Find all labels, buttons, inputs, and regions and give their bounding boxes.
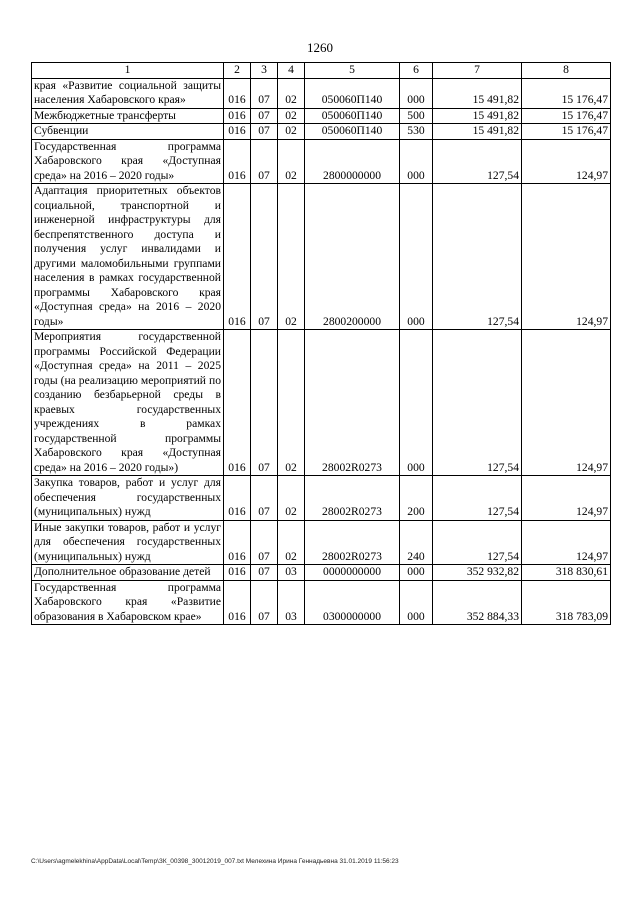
row-name-cell: Дополнительное образование детей [32,565,224,581]
column-header: 1 [32,63,224,79]
amount-cell: 15 491,82 [433,78,522,108]
amount-cell: 124,97 [522,476,611,521]
column-header: 2 [224,63,251,79]
table-row [32,124,611,140]
section-cell: 07 [251,78,278,108]
subsection-cell: 02 [278,108,305,124]
amount-cell: 124,97 [522,184,611,330]
section-cell: 07 [251,108,278,124]
budget-table [31,62,611,625]
code-cell: 016 [224,184,251,330]
expense-type-cell: 000 [400,565,433,581]
amount-cell: 124,97 [522,139,611,184]
table-header-row [32,63,611,79]
section-cell: 07 [251,565,278,581]
subsection-cell: 02 [278,78,305,108]
target-article-cell: 28002R0273 [305,476,400,521]
target-article-cell: 050060П140 [305,108,400,124]
expense-type-cell: 000 [400,184,433,330]
table-row [32,108,611,124]
target-article-cell: 0300000000 [305,580,400,625]
target-article-cell: 2800000000 [305,139,400,184]
subsection-cell: 03 [278,580,305,625]
table-row [32,476,611,521]
row-name-cell: Закупка товаров, работ и услуг для обеспечения государственных (муниципальных) нужд [32,476,224,521]
column-header: 7 [433,63,522,79]
code-cell: 016 [224,565,251,581]
footer-path: C:\Users\agmelekhina\AppData\Local\Temp\ЗК_00398_30012019_007.txt Мелехина Ирина Геннадьевна 31.01.2019 11:56:23 [31,858,399,865]
page-number: 1260 [307,40,333,55]
table-row [32,78,611,108]
expense-type-cell: 000 [400,139,433,184]
expense-type-cell: 240 [400,520,433,565]
row-name-cell: Субвенции [32,124,224,140]
table-row [32,184,611,330]
section-cell: 07 [251,139,278,184]
table-row [32,520,611,565]
target-article-cell: 050060П140 [305,124,400,140]
column-header: 8 [522,63,611,79]
expense-type-cell: 200 [400,476,433,521]
section-cell: 07 [251,580,278,625]
row-name-cell: края «Развитие социальной защиты населения Хабаровского края» [32,78,224,108]
section-cell: 07 [251,330,278,476]
expense-type-cell: 000 [400,580,433,625]
target-article-cell: 28002R0273 [305,330,400,476]
code-cell: 016 [224,580,251,625]
target-article-cell: 0000000000 [305,565,400,581]
row-name-cell: Иные закупки товаров, работ и услуг для обеспечения государственных (муниципальных) нужд [32,520,224,565]
amount-cell: 352 884,33 [433,580,522,625]
table-row [32,330,611,476]
amount-cell: 15 176,47 [522,124,611,140]
expense-type-cell: 000 [400,78,433,108]
amount-cell: 127,54 [433,476,522,521]
subsection-cell: 02 [278,520,305,565]
amount-cell: 127,54 [433,184,522,330]
row-name-cell: Адаптация приоритетных объектов социальной, транспортной и инженерной инфраструктуры для беспрепятственного доступа и получения услуг инвалидами и другими маломобильными группами населения в рамках государственной программы Хабаровского края «Доступная среда» на 2016 – 2020 годы» [32,184,224,330]
section-cell: 07 [251,476,278,521]
column-header: 5 [305,63,400,79]
code-cell: 016 [224,476,251,521]
column-header: 4 [278,63,305,79]
subsection-cell: 02 [278,330,305,476]
subsection-cell: 02 [278,184,305,330]
section-cell: 07 [251,184,278,330]
code-cell: 016 [224,330,251,476]
subsection-cell: 02 [278,139,305,184]
table-row [32,580,611,625]
amount-cell: 15 176,47 [522,108,611,124]
expense-type-cell: 500 [400,108,433,124]
column-header: 3 [251,63,278,79]
row-name-cell: Мероприятия государственной программы Российской Федерации «Доступная среда» на 2011 – 2025 годы (на реализацию мероприятий по созданию безбарьерной среды в краевых государственных учреждениях в рамках государственной программы Хабаровского края «Доступная среда» на 2016 – 2020 годы») [32,330,224,476]
target-article-cell: 28002R0273 [305,520,400,565]
amount-cell: 127,54 [433,139,522,184]
code-cell: 016 [224,520,251,565]
amount-cell: 15 491,82 [433,108,522,124]
amount-cell: 15 176,47 [522,78,611,108]
row-name-cell: Межбюджетные трансферты [32,108,224,124]
column-header: 6 [400,63,433,79]
subsection-cell: 02 [278,124,305,140]
code-cell: 016 [224,139,251,184]
code-cell: 016 [224,78,251,108]
amount-cell: 318 783,09 [522,580,611,625]
row-name-cell: Государственная программа Хабаровского края «Развитие образования в Хабаровском крае» [32,580,224,625]
code-cell: 016 [224,108,251,124]
table-row [32,139,611,184]
section-cell: 07 [251,520,278,565]
expense-type-cell: 530 [400,124,433,140]
expense-type-cell: 000 [400,330,433,476]
amount-cell: 124,97 [522,330,611,476]
target-article-cell: 050060П140 [305,78,400,108]
amount-cell: 318 830,61 [522,565,611,581]
subsection-cell: 02 [278,476,305,521]
amount-cell: 15 491,82 [433,124,522,140]
amount-cell: 352 932,82 [433,565,522,581]
table-body [32,78,611,625]
section-cell: 07 [251,124,278,140]
code-cell: 016 [224,124,251,140]
target-article-cell: 2800200000 [305,184,400,330]
row-name-cell: Государственная программа Хабаровского края «Доступная среда» на 2016 – 2020 годы» [32,139,224,184]
subsection-cell: 03 [278,565,305,581]
amount-cell: 127,54 [433,330,522,476]
amount-cell: 124,97 [522,520,611,565]
table-row [32,565,611,581]
amount-cell: 127,54 [433,520,522,565]
